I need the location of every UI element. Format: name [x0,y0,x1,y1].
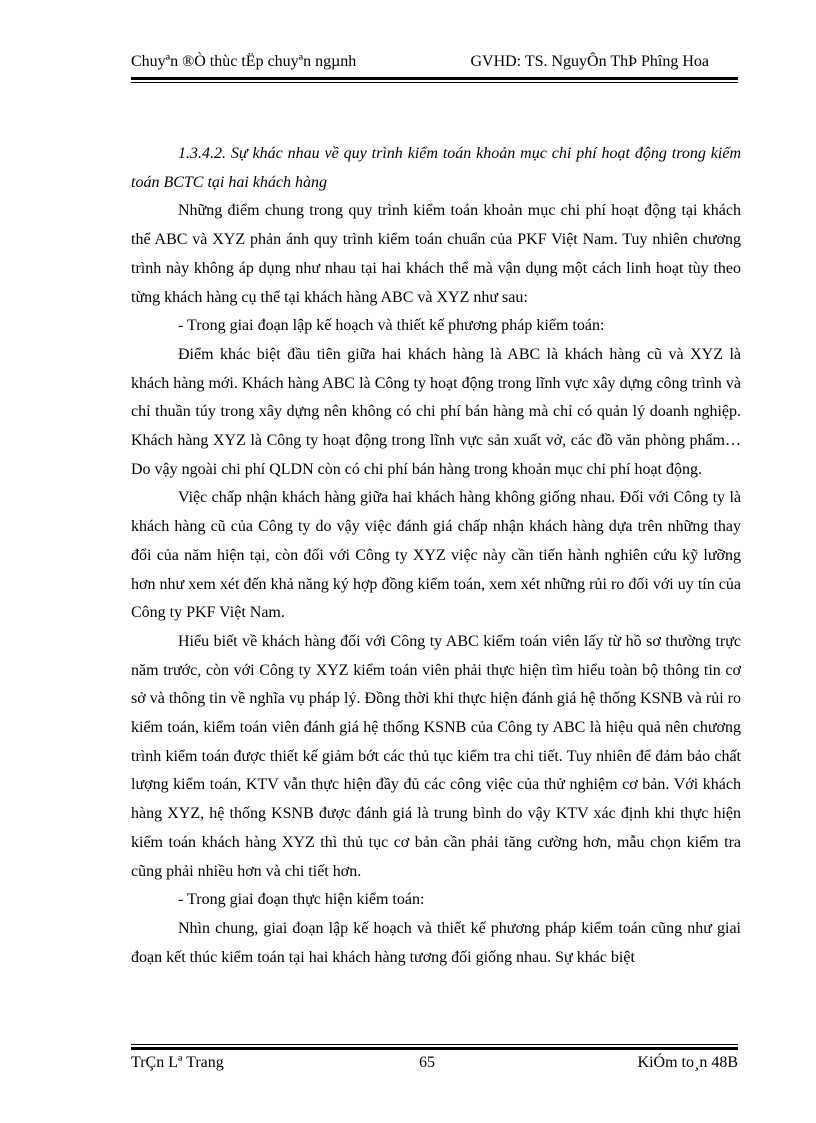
footer-class: KiÓm to¸n 48B [637,1054,738,1071]
header-rule-thick [131,77,738,80]
footer-author: TrÇn Lª Trang [131,1054,224,1071]
list-item: - Trong giai đoạn lập kế hoạch và thiết kế phương pháp kiểm toán: [178,317,605,335]
page-number: 65 [419,1054,435,1071]
section-heading: 1.3.4.2. Sự khác nhau về quy trình kiểm toán khoản mục chi phí hoạt động trong kiểm toán BCTC tại hai khách hàng [131,145,741,191]
page-footer [131,1054,738,1076]
footer-rule-thick [131,1047,738,1050]
paragraph: Những điểm chung trong quy trình kiểm toán khoản mục chi phí hoạt động tại khách thể ABC và XYZ phản ánh quy trình kiểm toán chuẩn của PKF Việt Nam. Tuy nhiên chương trình này không áp dụng như nhau tại hai khách thể mà vận dụng một cách linh hoạt tùy theo từng khách hàng cụ thể tại khách hàng ABC và XYZ như sau: [131,202,741,306]
paragraph: Hiểu biết về khách hàng đối với Công ty ABC kiểm toán viên lấy từ hồ sơ thường trực năm trước, còn với Công ty XYZ kiểm toán viên phải thực hiện tìm hiểu toàn bộ thông tin cơ sở và thông tin về nghĩa vụ pháp lý. Đồng thời khi thực hiện đánh giá hệ thống KSNB và rủi ro kiểm toán, kiểm toán viên đánh giá hệ thống KSNB của Công ty ABC là hiệu quả nên chương trình kiểm toán được thiết kế giảm bớt các thủ tục kiểm tra chi tiết. Tuy nhiên để đảm bảo chất lượng kiểm toán, KTV vẫn thực hiện đầy đủ các công việc của thử nghiệm cơ bản. Với khách hàng XYZ, hệ thống KSNB được đánh giá là trung bình do vậy KTV xác định khi thực hiện kiểm toán khách hàng XYZ thì thủ tục cơ bản cần phải tăng cường hơn, mẫu chọn kiểm tra cũng phải nhiều hơn và chi tiết hơn. [131,632,741,880]
paragraph: Việc chấp nhận khách hàng giữa hai khách hàng không giống nhau. Đối với Công ty là khách hàng cũ của Công ty do vậy việc đánh giá chấp nhận khách hàng dựa trên những thay đổi của năm hiện tại, còn đối với Công ty XYZ việc này cần tiến hành nghiên cứu kỹ lưỡng hơn như xem xét đến khả năng ký hợp đồng kiểm toán, xem xét những rủi ro đối với uy tín của Công ty PKF Việt Nam. [131,489,741,622]
header-rule-thin [131,82,738,83]
list-item: - Trong giai đoạn thực hiện kiểm toán: [178,891,425,909]
footer-rule-thin [131,1044,738,1045]
document-body [131,140,741,972]
page-header [131,53,709,77]
header-left-text: Chuyªn ®Ò thùc tËp chuyªn ngµnh [131,53,357,70]
paragraph: Nhìn chung, giai đoạn lập kế hoạch và thiết kế phương pháp kiểm toán cũng như giai đoạn kết thúc kiểm toán tại hai khách hàng tương đối giống nhau. Sự khác biệt [131,919,741,966]
paragraph: Điểm khác biệt đầu tiên giữa hai khách hàng là ABC là khách hàng cũ và XYZ là khách hàng mới. Khách hàng ABC là Công ty hoạt động trong lĩnh vực xây dựng công trình và chỉ thuần túy trong xây dựng nên không có chi phí bán hàng mà chỉ có quản lý doanh nghiệp. Khách hàng XYZ là Công ty hoạt động trong lĩnh vực sản xuất vở, các đồ văn phòng phẩm… Do vậy ngoài chi phí QLDN còn có chi phí bán hàng trong khoản mục chi phí hoạt động. [131,345,741,478]
header-right-text: GVHD: TS. NguyÔn ThÞ Phîng Hoa [470,53,709,70]
